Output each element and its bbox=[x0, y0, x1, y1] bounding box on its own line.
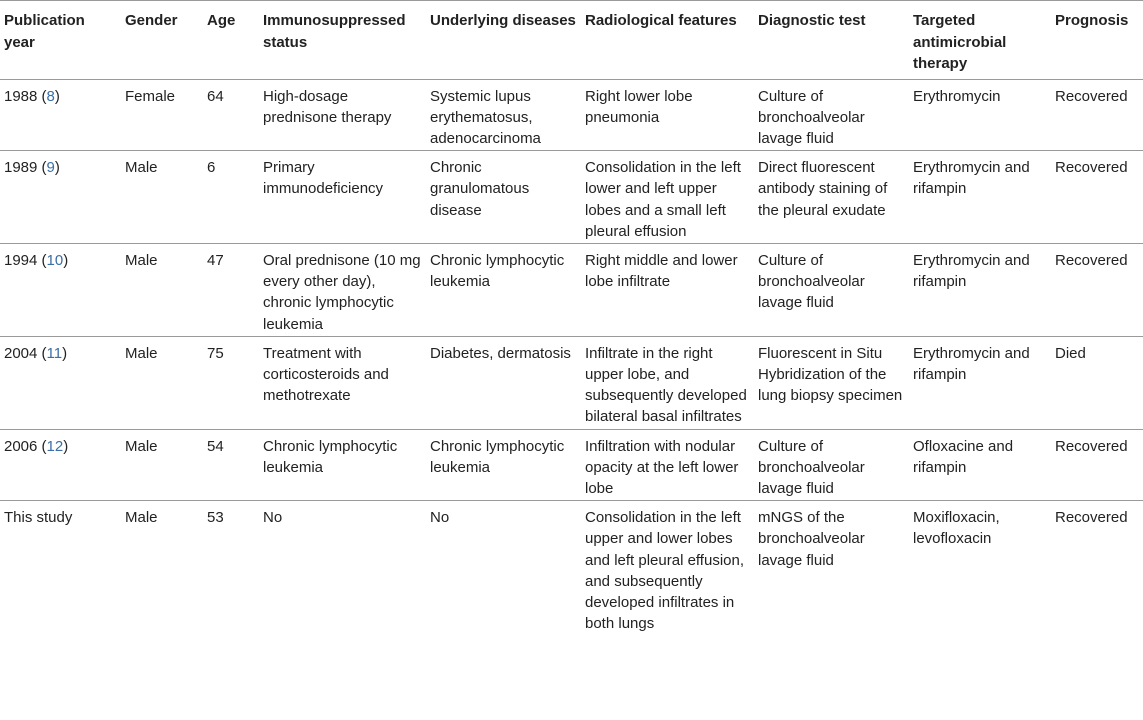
cell-radiological-features: Consolidation in the left lower and left upper lobes and a small left pleural effusion bbox=[581, 151, 754, 244]
header-prognosis: Prognosis bbox=[1051, 1, 1143, 80]
table-row bbox=[0, 501, 1143, 636]
cell-immunosuppressed-status: Chronic lymphocytic leukemia bbox=[259, 429, 426, 501]
cell-targeted-therapy: Erythromycin and rifampin bbox=[909, 151, 1051, 244]
reference-link[interactable]: 8 bbox=[46, 87, 55, 105]
cell-publication-year: 1989 (9) bbox=[0, 151, 121, 244]
header-age: Age bbox=[203, 1, 259, 80]
table-header bbox=[0, 1, 1143, 80]
cell-diagnostic-test: Fluorescent in Situ Hybridization of the lung biopsy specimen bbox=[754, 336, 909, 429]
cell-underlying-diseases: Diabetes, dermatosis bbox=[426, 336, 581, 429]
reference-link[interactable]: 12 bbox=[46, 437, 64, 455]
cell-gender: Female bbox=[121, 79, 203, 151]
cell-publication-year: 1994 (10) bbox=[0, 243, 121, 336]
cell-prognosis: Recovered bbox=[1051, 243, 1143, 336]
cell-diagnostic-test: Direct fluorescent antibody staining of the pleural exudate bbox=[754, 151, 909, 244]
cell-prognosis: Recovered bbox=[1055, 509, 1128, 527]
year-text: 1994 bbox=[4, 251, 38, 269]
cell-immunosuppressed-status: No bbox=[263, 509, 283, 527]
cell-gender: Male bbox=[125, 509, 158, 527]
cell-immunosuppressed-status: Treatment with corticosteroids and methotrexate bbox=[259, 336, 426, 429]
cell-gender: Male bbox=[121, 151, 203, 244]
cell-gender: Male bbox=[121, 243, 203, 336]
cell-underlying-diseases: Chronic lymphocytic leukemia bbox=[426, 429, 581, 501]
cell-gender: Male bbox=[121, 429, 203, 501]
cell-radiological-features: Consolidation in the left upper and lower lobes and left pleural effusion, and subsequently developed infiltrates in both lungs bbox=[585, 509, 745, 633]
header-publication-year: Publication year bbox=[0, 1, 121, 80]
table-row bbox=[0, 243, 1143, 336]
table-row bbox=[0, 336, 1143, 429]
cell-publication-year: 2004 (11) bbox=[0, 336, 121, 429]
cell-radiological-features: Right lower lobe pneumonia bbox=[581, 79, 754, 151]
year-text: 1989 bbox=[4, 159, 38, 177]
table-body bbox=[0, 79, 1143, 635]
header-row bbox=[0, 1, 1143, 80]
cell-underlying-diseases: Chronic granulomatous disease bbox=[426, 151, 581, 244]
reference-link[interactable]: 9 bbox=[46, 159, 55, 177]
cell-underlying-diseases: Chronic lymphocytic leukemia bbox=[426, 243, 581, 336]
cell-immunosuppressed-status: Primary immunodeficiency bbox=[259, 151, 426, 244]
header-targeted-antimicrobial-therapy: Targeted antimicrobial therapy bbox=[909, 1, 1051, 80]
cell-diagnostic-test: mNGS of the bronchoalveolar lavage fluid bbox=[758, 509, 865, 569]
reference-link[interactable]: 11 bbox=[46, 344, 63, 362]
cell-radiological-features: Infiltrate in the right upper lobe, and subsequently developed bilateral basal infiltrates bbox=[581, 336, 754, 429]
cell-underlying-diseases: Systemic lupus erythematosus, adenocarcinoma bbox=[426, 79, 581, 151]
cell-publication-year: 1988 (8) bbox=[0, 79, 121, 151]
cell-age: 64 bbox=[203, 79, 259, 151]
header-underlying-diseases: Underlying diseases bbox=[426, 1, 581, 80]
cell-immunosuppressed-status: Oral prednisone (10 mg every other day), chronic lymphocytic leukemia bbox=[259, 243, 426, 336]
cell-diagnostic-test: Culture of bronchoalveolar lavage fluid bbox=[754, 429, 909, 501]
cell-diagnostic-test: Culture of bronchoalveolar lavage fluid bbox=[754, 79, 909, 151]
cell-targeted-therapy: Moxifloxacin, levofloxacin bbox=[913, 509, 1000, 548]
cell-publication-year: 2006 (12) bbox=[0, 429, 121, 501]
cell-age: 54 bbox=[203, 429, 259, 501]
cell-prognosis: Died bbox=[1051, 336, 1143, 429]
cell-immunosuppressed-status: High-dosage prednisone therapy bbox=[259, 79, 426, 151]
cell-prognosis: Recovered bbox=[1051, 79, 1143, 151]
year-text: 2004 bbox=[4, 344, 38, 362]
table-row bbox=[0, 151, 1143, 244]
year-text: 1988 bbox=[4, 87, 38, 105]
cell-age: 6 bbox=[203, 151, 259, 244]
header-diagnostic-test: Diagnostic test bbox=[754, 1, 909, 80]
reference-link[interactable]: 10 bbox=[46, 251, 64, 269]
header-radiological-features: Radiological features bbox=[581, 1, 754, 80]
header-gender: Gender bbox=[121, 1, 203, 80]
cell-radiological-features: Right middle and lower lobe infiltrate bbox=[581, 243, 754, 336]
cell-gender: Male bbox=[121, 336, 203, 429]
cell-radiological-features: Infiltration with nodular opacity at the left lower lobe bbox=[581, 429, 754, 501]
cell-prognosis: Recovered bbox=[1051, 429, 1143, 501]
cell-underlying-diseases: No bbox=[430, 509, 450, 527]
cell-prognosis: Recovered bbox=[1051, 151, 1143, 244]
cell-targeted-therapy: Erythromycin and rifampin bbox=[909, 336, 1051, 429]
cell-age: 53 bbox=[207, 509, 224, 527]
table-row bbox=[0, 429, 1143, 501]
cell-diagnostic-test: Culture of bronchoalveolar lavage fluid bbox=[754, 243, 909, 336]
cell-age: 75 bbox=[203, 336, 259, 429]
header-immunosuppressed-status: Immunosuppressed status bbox=[259, 1, 426, 80]
table-row bbox=[0, 79, 1143, 151]
cell-targeted-therapy: Erythromycin bbox=[909, 79, 1051, 151]
year-text: 2006 bbox=[4, 437, 38, 455]
cell-targeted-therapy: Erythromycin and rifampin bbox=[909, 243, 1051, 336]
cell-age: 47 bbox=[203, 243, 259, 336]
cell-targeted-therapy: Ofloxacine and rifampin bbox=[909, 429, 1051, 501]
cell-publication-year: This study bbox=[4, 509, 73, 527]
